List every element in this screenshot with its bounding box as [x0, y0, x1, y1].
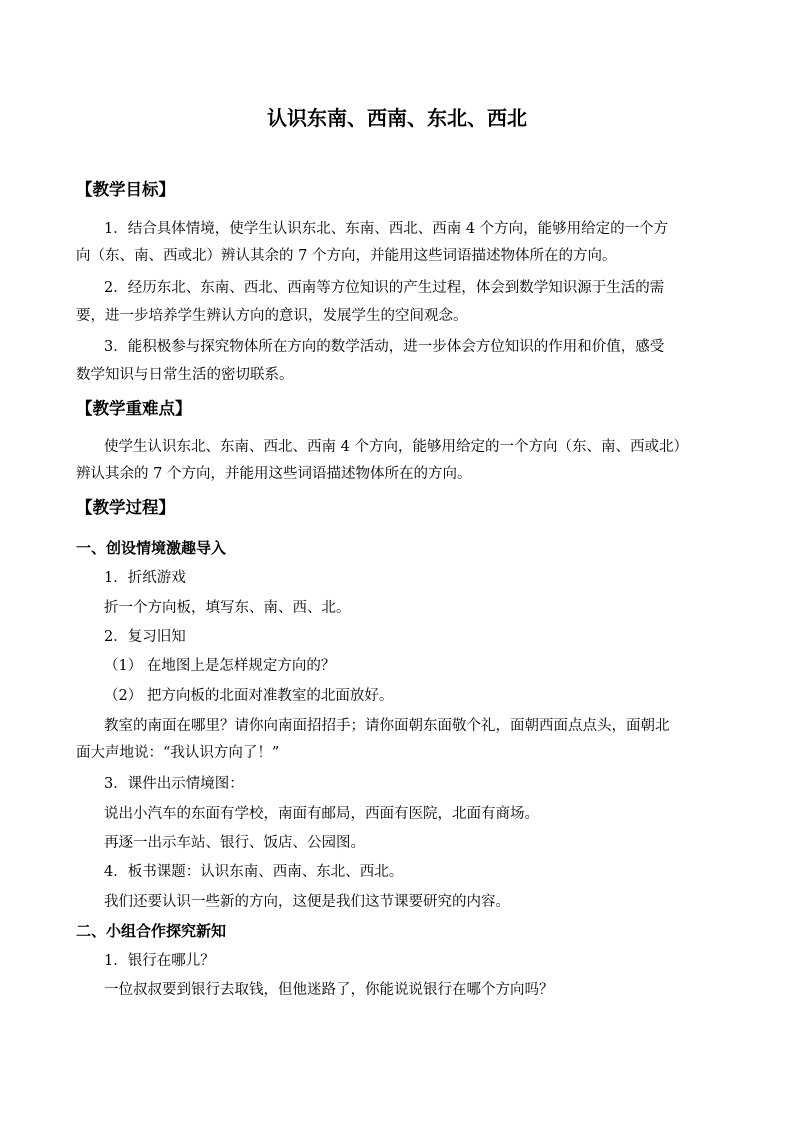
goal-1-line-2: 向（东、南、西或北）辨认其余的 7 个方向，并能用这些词语描述物体所在的方向。 — [76, 248, 617, 264]
part-1-line: 说出小汽车的东面有学校，南面有邮局，西面有医院，北面有商场。 — [104, 806, 539, 822]
part-1-line: （2） 把方向板的北面对准教室的北面放好。 — [104, 688, 394, 704]
section-heading-process: 【教学过程】 — [76, 498, 175, 517]
part-1-line: 4．板书课题：认识东南、西南、东北、西北。 — [104, 864, 404, 880]
part-1-line: （1） 在地图上是怎样规定方向的？ — [104, 658, 336, 674]
part-1-line: 1．折纸游戏 — [104, 570, 186, 586]
section-heading-key-points: 【教学重难点】 — [76, 399, 192, 418]
part-2-line: 1．银行在哪儿？ — [104, 953, 215, 969]
part-1-line: 折一个方向板，填写东、南、西、北。 — [104, 600, 351, 616]
part-1-line: 3．课件出示情境图： — [104, 776, 244, 792]
key-points-line-1: 使学生认识东北、东南、西北、西南 4 个方向，能够用给定的一个方向（东、南、西或北） — [104, 439, 688, 455]
section-heading-goals: 【教学目标】 — [76, 180, 175, 199]
goal-2-line-1: 2．经历东北、东南、西北、西南等方位知识的产生过程，体会到数学知识源于生活的需 — [104, 280, 665, 296]
part-1-line: 面大声地说：“我认识方向了！” — [76, 745, 280, 761]
goal-3-line-2: 数学知识与日常生活的密切联系。 — [76, 367, 294, 383]
part-1-heading: 一、创设情境激趣导入 — [76, 539, 227, 557]
part-1-line: 再逐一出示车站、银行、饭店、公园图。 — [104, 835, 365, 851]
document-title: 认识东南、西南、东北、西北 — [267, 106, 527, 130]
goal-3-line-1: 3．能积极参与探究物体所在方向的数学活动，进一步体会方位知识的作用和价值，感受 — [104, 339, 665, 355]
part-2-line: 一位叔叔要到银行去取钱，但他迷路了，你能说说银行在哪个方向吗？ — [104, 982, 554, 998]
part-1-line: 2．复习旧知 — [104, 629, 186, 645]
part-1-line: 我们还要认识一些新的方向，这便是我们这节课要研究的内容。 — [104, 894, 510, 910]
key-points-line-2: 辨认其余的 7 个方向，并能用这些词语描述物体所在的方向。 — [76, 466, 472, 482]
part-2-heading: 二、小组合作探究新知 — [76, 922, 227, 940]
goal-1-line-1: 1．结合具体情境，使学生认识东北、东南、西北、西南 4 个方向，能够用给定的一个方 — [104, 221, 669, 237]
part-1-line: 教室的南面在哪里？请你向南面招招手；请你面朝东面敬个礼，面朝西面点点头，面朝北 — [104, 718, 670, 734]
goal-2-line-2: 要，进一步培养学生辨认方向的意识，发展学生的空间观念。 — [76, 308, 468, 324]
